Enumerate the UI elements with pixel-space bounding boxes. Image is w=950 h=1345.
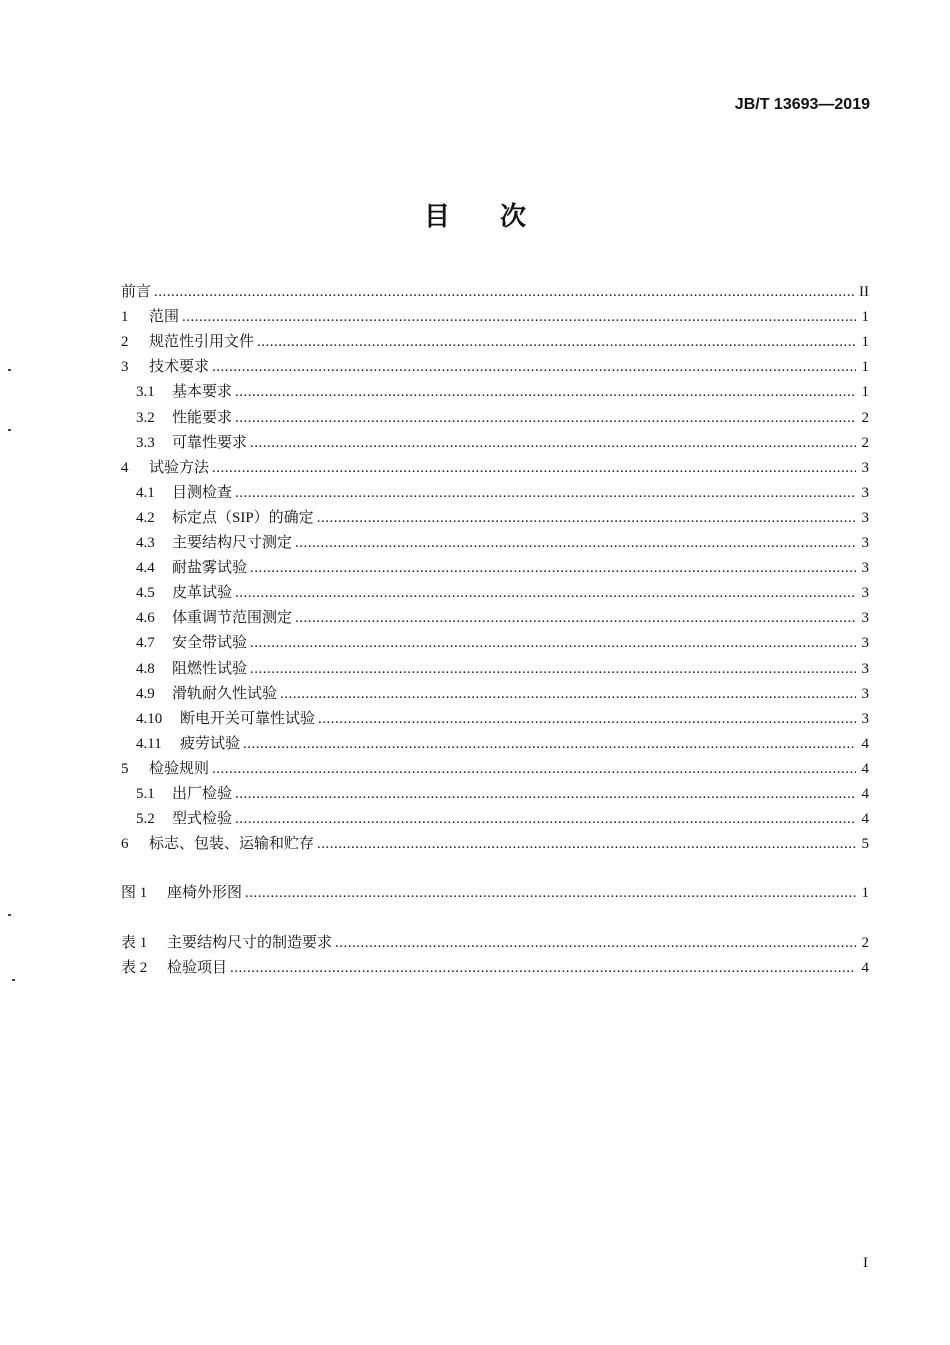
dot-leader <box>250 560 856 577</box>
toc-entry[interactable] <box>121 757 869 779</box>
dot-leader <box>235 585 856 602</box>
toc-entry-number: 5.1 <box>136 786 155 802</box>
toc-entry-page: 3 <box>861 635 869 652</box>
dot-leader <box>245 885 856 902</box>
toc-entry-page: 1 <box>861 885 869 901</box>
toc-entry-page: 3 <box>861 610 869 627</box>
toc-entry[interactable] <box>121 456 869 478</box>
toc-entry[interactable] <box>121 931 869 953</box>
toc-entry-label: 可靠性要求 <box>172 434 248 451</box>
toc-entry-number: 3.3 <box>136 434 155 451</box>
toc-entry-page: 1 <box>861 309 869 326</box>
toc-entry-page: 2 <box>861 935 869 951</box>
toc-entry[interactable] <box>136 807 869 829</box>
toc-entry-page: 4 <box>861 811 869 828</box>
page-folio: I <box>863 1255 868 1271</box>
toc-entry-label: 性能要求 <box>172 409 233 426</box>
dot-leader <box>295 535 856 552</box>
dot-leader <box>230 960 856 977</box>
page-title: 目次 <box>423 202 576 231</box>
toc-entry-number: 1 <box>121 309 129 326</box>
toc-entry-page: II <box>859 284 869 300</box>
toc-entry-page: 3 <box>861 484 869 501</box>
toc-entry-number: 5 <box>121 760 129 777</box>
toc-entry-label: 目测检查 <box>172 484 233 501</box>
dot-leader <box>212 359 856 376</box>
toc-entry-number: 4.9 <box>136 685 155 702</box>
table-of-contents <box>121 280 869 980</box>
toc-entry[interactable] <box>121 832 869 854</box>
toc-entry-page: 3 <box>861 710 869 727</box>
toc-entry-number: 4.3 <box>136 535 155 551</box>
toc-entry-label: 型式检验 <box>172 811 233 828</box>
toc-entry-page: 2 <box>861 409 869 426</box>
toc-entry[interactable] <box>121 355 869 377</box>
toc-entry-page: 1 <box>861 334 869 351</box>
toc-entry-label: 标志、包装、运输和贮存 <box>149 836 315 853</box>
toc-entry-label: 阻燃性试验 <box>172 660 248 677</box>
toc-entry-label: 技术要求 <box>149 359 210 376</box>
toc-entry-label: 滑轨耐久性试验 <box>172 685 278 702</box>
toc-entry[interactable] <box>136 682 869 704</box>
toc-entry[interactable] <box>136 732 869 754</box>
standard-number: JB/T 13693—2019 <box>734 96 870 113</box>
toc-entry-page: 3 <box>861 685 869 702</box>
dot-leader <box>295 610 856 627</box>
toc-entry-number: 表 2 <box>121 960 148 976</box>
dot-leader <box>318 711 856 728</box>
dot-leader <box>235 786 856 803</box>
dot-leader <box>317 510 856 527</box>
toc-entry-page: 3 <box>861 560 869 577</box>
dot-leader <box>182 309 856 326</box>
toc-entry-label: 范围 <box>149 309 180 326</box>
scan-speck <box>8 429 11 431</box>
toc-entry[interactable] <box>136 431 869 453</box>
dot-leader <box>250 661 856 678</box>
toc-entry-number: 3 <box>121 359 129 376</box>
toc-entry-number: 图 1 <box>121 885 148 901</box>
toc-entry[interactable] <box>121 881 869 903</box>
toc-entry-label: 检验规则 <box>149 760 210 777</box>
dot-leader <box>154 284 856 301</box>
toc-entry-number: 4.11 <box>136 735 162 752</box>
toc-entry[interactable] <box>121 330 869 352</box>
toc-entry-page: 4 <box>861 960 869 976</box>
toc-entry[interactable] <box>136 782 869 804</box>
dot-leader <box>235 410 856 427</box>
toc-entry-number: 3.2 <box>136 409 155 426</box>
dot-leader <box>235 811 856 828</box>
toc-entry-label: 试验方法 <box>149 459 210 476</box>
toc-entry-number: 4.4 <box>136 560 155 577</box>
dot-leader <box>280 686 856 703</box>
toc-entry-label: 标定点（SIP）的确定 <box>172 509 314 526</box>
dot-leader <box>250 635 856 652</box>
toc-entry[interactable] <box>136 707 869 729</box>
toc-entry-number: 4.2 <box>136 509 155 526</box>
scan-speck <box>12 979 15 981</box>
toc-entry[interactable] <box>136 631 869 653</box>
toc-entry[interactable] <box>136 531 869 553</box>
toc-entry-page: 4 <box>861 760 869 777</box>
toc-entry-label: 主要结构尺寸的制造要求 <box>167 935 333 951</box>
toc-entry-number: 4.8 <box>136 660 155 677</box>
dot-leader <box>235 384 856 401</box>
toc-entry-page: 5 <box>861 836 869 853</box>
toc-entry-number: 表 1 <box>121 935 148 951</box>
toc-entry-number: 2 <box>121 334 129 351</box>
dot-leader <box>235 485 856 502</box>
toc-entry-number: 6 <box>121 836 129 853</box>
toc-entry-page: 3 <box>861 509 869 526</box>
toc-entry-page: 3 <box>861 535 869 551</box>
toc-entry[interactable] <box>136 380 869 402</box>
toc-entry-label: 疲劳试验 <box>180 735 241 752</box>
toc-entry-label: 断电开关可靠性试验 <box>180 710 316 727</box>
toc-entry-label: 前言 <box>121 284 152 300</box>
toc-entry-label: 体重调节范围测定 <box>172 610 293 627</box>
toc-entry-number: 4.6 <box>136 610 155 627</box>
dot-leader <box>250 435 856 452</box>
toc-entry[interactable] <box>136 556 869 578</box>
toc-entry-label: 检验项目 <box>167 960 228 976</box>
scan-speck <box>8 369 11 371</box>
toc-entry-page: 3 <box>861 585 869 602</box>
toc-entry[interactable] <box>136 581 869 603</box>
toc-entry[interactable] <box>136 481 869 503</box>
toc-entry-label: 基本要求 <box>172 384 233 401</box>
toc-entry[interactable] <box>136 606 869 628</box>
toc-entry-label: 规范性引用文件 <box>149 334 255 351</box>
dot-leader <box>257 334 856 351</box>
toc-entry[interactable] <box>121 280 869 302</box>
toc-entry-page: 4 <box>861 786 869 802</box>
toc-entry-number: 4.1 <box>136 484 155 501</box>
toc-entry-label: 出厂检验 <box>172 786 233 802</box>
toc-entry[interactable] <box>136 506 869 528</box>
toc-entry[interactable] <box>136 406 869 428</box>
dot-leader <box>212 761 856 778</box>
toc-entry-number: 4.7 <box>136 635 155 652</box>
toc-entry-label: 座椅外形图 <box>167 885 243 901</box>
toc-entry-number: 3.1 <box>136 384 155 401</box>
toc-entry-label: 皮革试验 <box>172 585 233 602</box>
scan-speck <box>8 914 11 916</box>
toc-entry-label: 安全带试验 <box>172 635 248 652</box>
toc-entry-label: 主要结构尺寸测定 <box>172 535 293 551</box>
toc-entry-page: 4 <box>861 735 869 752</box>
toc-entry-page: 2 <box>861 434 869 451</box>
toc-entry[interactable] <box>121 956 869 978</box>
toc-entry-label: 耐盐雾试验 <box>172 560 248 577</box>
toc-entry-page: 3 <box>861 459 869 476</box>
toc-entry-number: 5.2 <box>136 811 155 828</box>
toc-entry-page: 1 <box>861 359 869 376</box>
toc-entry-number: 4 <box>121 459 129 476</box>
dot-leader <box>335 935 856 952</box>
dot-leader <box>243 736 856 753</box>
toc-entry-page: 3 <box>861 660 869 677</box>
toc-entry-page: 1 <box>861 384 869 401</box>
toc-entry[interactable] <box>136 657 869 679</box>
dot-leader <box>212 460 856 477</box>
toc-entry-number: 4.10 <box>136 710 163 727</box>
toc-entry[interactable] <box>121 305 869 327</box>
toc-entry-number: 4.5 <box>136 585 155 602</box>
dot-leader <box>317 836 856 853</box>
